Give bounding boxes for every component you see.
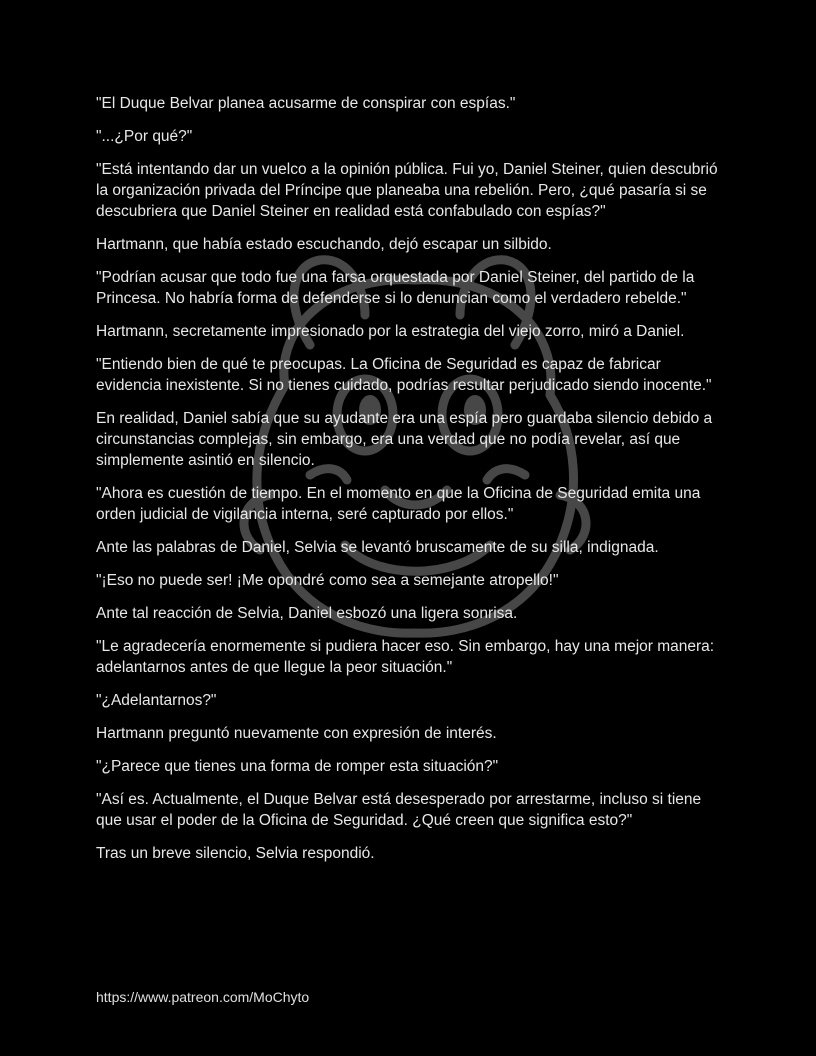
paragraph: Hartmann, que había estado escuchando, dejó escapar un silbido. bbox=[96, 236, 552, 253]
paragraph: Ante tal reacción de Selvia, Daniel esbozó una ligera sonrisa. bbox=[96, 605, 518, 622]
paragraph: "Entiendo bien de qué te preocupas. La Oficina de Seguridad es capaz de fabricar evidencia inexistente. Si no tienes cuidado, podrías resultar perjudicado siendo inocente." bbox=[96, 356, 712, 394]
patreon-link[interactable]: https://www.patreon.com/MoChyto bbox=[96, 989, 310, 1005]
paragraph: Hartmann preguntó nuevamente con expresión de interés. bbox=[96, 725, 497, 742]
paragraph: "...¿Por qué?" bbox=[96, 128, 193, 145]
paragraph: En realidad, Daniel sabía que su ayudante era una espía pero guardaba silencio debido a circunstancias complejas, sin embargo, era una verdad que no podía revelar, así que simplemente asintió en silencio. bbox=[96, 410, 713, 469]
paragraph: "Así es. Actualmente, el Duque Belvar está desesperado por arrestarme, incluso si tiene que usar el poder de la Oficina de Seguridad. ¿Qué creen que significa esto?" bbox=[96, 791, 702, 829]
paragraph: "Le agradecería enormemente si pudiera hacer eso. Sin embargo, hay una mejor manera: adelantarnos antes de que llegue la peor situación." bbox=[96, 638, 715, 676]
paragraph: "Está intentando dar un vuelco a la opinión pública. Fui yo, Daniel Steiner, quien descubrió la organización privada del Príncipe que planeaba una rebelión. Pero, ¿qué pasaría si se descubriera que Daniel Steiner en realidad está confabulado con espías?" bbox=[96, 161, 718, 220]
document-body bbox=[96, 93, 726, 876]
paragraph: Tras un breve silencio, Selvia respondió. bbox=[96, 845, 375, 862]
paragraph: "¡Eso no puede ser! ¡Me opondré como sea a semejante atropello!" bbox=[96, 572, 559, 589]
paragraph: "¿Adelantarnos?" bbox=[96, 692, 217, 709]
paragraph: Ante las palabras de Daniel, Selvia se levantó bruscamente de su silla, indignada. bbox=[96, 539, 659, 556]
paragraph: "¿Parece que tienes una forma de romper esta situación?" bbox=[96, 758, 499, 775]
paragraph: Hartmann, secretamente impresionado por la estrategia del viejo zorro, miró a Daniel. bbox=[96, 323, 685, 340]
paragraph: "Podrían acusar que todo fue una farsa orquestada por Daniel Steiner, del partido de la Princesa. No habría forma de defenderse si lo denuncian como el verdadero rebelde." bbox=[96, 269, 695, 307]
paragraph: "Ahora es cuestión de tiempo. En el momento en que la Oficina de Seguridad emita una orden judicial de vigilancia interna, seré capturado por ellos." bbox=[96, 485, 701, 523]
paragraph: "El Duque Belvar planea acusarme de conspirar con espías." bbox=[96, 95, 516, 112]
